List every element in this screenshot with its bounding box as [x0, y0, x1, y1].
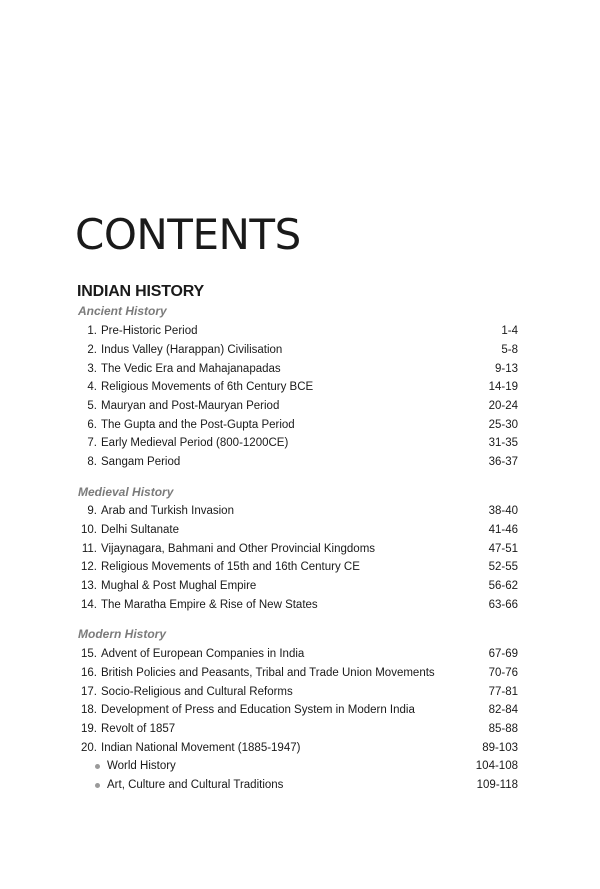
entry-title: Sangam Period: [101, 456, 181, 468]
toc-entry[interactable]: [77, 322, 518, 340]
entry-title: Art, Culture and Cultural Traditions: [107, 779, 284, 791]
entry-pages: 82-84: [488, 704, 518, 716]
toc-entry[interactable]: [77, 397, 518, 415]
entry-pages: 89-103: [482, 742, 518, 754]
entry-pages: 1-4: [501, 325, 518, 337]
entry-number: 11.: [81, 543, 97, 555]
entry-number: 8.: [87, 456, 97, 468]
bullet-icon: [95, 764, 100, 769]
toc-entry-bullet[interactable]: [95, 776, 518, 794]
entry-pages: 5-8: [501, 344, 518, 356]
entry-pages: 63-66: [488, 599, 518, 611]
entry-pages: 38-40: [488, 505, 518, 517]
entry-pages: 67-69: [488, 648, 518, 660]
entry-title: Delhi Sultanate: [101, 524, 179, 536]
entry-title: Vijaynagara, Bahmani and Other Provincial Kingdoms: [101, 543, 376, 555]
entry-title: Arab and Turkish Invasion: [101, 505, 234, 517]
entry-pages: 70-76: [488, 667, 518, 679]
toc-entry[interactable]: [77, 502, 518, 520]
entry-pages: 77-81: [488, 686, 518, 698]
toc-entry[interactable]: [77, 577, 518, 595]
toc-entry[interactable]: [77, 540, 518, 558]
entry-number: 20.: [81, 742, 97, 754]
entry-number: 16.: [81, 667, 97, 679]
toc-entry[interactable]: [77, 558, 518, 576]
entry-title: Mauryan and Post-Mauryan Period: [101, 400, 280, 412]
toc-entry[interactable]: [77, 434, 518, 452]
entry-number: 10.: [81, 524, 97, 536]
toc-entry[interactable]: [77, 683, 518, 701]
entry-number: 7.: [87, 437, 97, 449]
entry-title: Advent of European Companies in India: [101, 648, 305, 660]
entry-number: 12.: [81, 561, 97, 573]
entry-title: Early Medieval Period (800-1200CE): [101, 437, 289, 449]
subheading-medieval-history: Medieval History: [78, 485, 174, 499]
entry-pages: 9-13: [494, 363, 518, 375]
toc-entry[interactable]: [77, 521, 518, 539]
toc-entry[interactable]: [77, 378, 518, 396]
toc-entry[interactable]: [77, 596, 518, 614]
entry-title: British Policies and Peasants, Tribal and Trade Union Movements: [101, 667, 435, 679]
entry-pages: 25-30: [488, 419, 518, 431]
toc-entry[interactable]: [77, 645, 518, 663]
toc-entry[interactable]: [77, 739, 518, 757]
toc-entry[interactable]: [77, 701, 518, 719]
entry-pages: 52-55: [488, 561, 518, 573]
entry-title: Pre-Historic Period: [101, 325, 198, 337]
entry-pages: 41-46: [488, 524, 518, 536]
entry-pages: 104-108: [475, 760, 518, 772]
toc-entry-bullet[interactable]: [95, 757, 518, 775]
entry-number: 6.: [87, 419, 97, 431]
entry-title: The Vedic Era and Mahajanapadas: [101, 363, 281, 375]
entry-number: 18.: [81, 704, 97, 716]
entry-number: 19.: [81, 723, 97, 735]
entry-number: 13.: [81, 580, 97, 592]
entry-title: Indian National Movement (1885-1947): [101, 742, 301, 754]
toc-entry[interactable]: [77, 341, 518, 359]
entry-pages: 14-19: [488, 381, 518, 393]
entry-pages: 56-62: [488, 580, 518, 592]
subheading-modern-history: Modern History: [78, 627, 167, 641]
toc-entry[interactable]: [77, 416, 518, 434]
entry-pages: 47-51: [488, 543, 518, 555]
entry-number: 3.: [87, 363, 97, 375]
toc-entry[interactable]: [77, 453, 518, 471]
page-title: CONTENTS: [75, 210, 301, 259]
entry-title: The Gupta and the Post-Gupta Period: [101, 419, 295, 431]
entry-title: Development of Press and Education System in Modern India: [101, 704, 415, 716]
entry-pages: 109-118: [476, 779, 518, 791]
entry-title: Mughal & Post Mughal Empire: [101, 580, 257, 592]
entry-pages: 36-37: [488, 456, 518, 468]
entry-number: 1.: [87, 325, 97, 337]
toc-entry[interactable]: [77, 720, 518, 738]
entry-pages: 20-24: [488, 400, 518, 412]
bullet-icon: [95, 783, 100, 788]
entry-title: Religious Movements of 15th and 16th Century CE: [101, 561, 360, 573]
entry-number: 2.: [87, 344, 97, 356]
entry-number: 14.: [81, 599, 97, 611]
section-title: INDIAN HISTORY: [77, 283, 204, 300]
entry-pages: 31-35: [488, 437, 518, 449]
entry-number: 9.: [87, 505, 97, 517]
entry-title: World History: [107, 760, 176, 772]
toc-entry[interactable]: [77, 360, 518, 378]
entry-title: The Maratha Empire & Rise of New States: [101, 599, 318, 611]
entry-pages: 85-88: [488, 723, 518, 735]
entry-number: 5.: [87, 400, 97, 412]
entry-title: Indus Valley (Harappan) Civilisation: [101, 344, 283, 356]
subheading-ancient-history: Ancient History: [78, 304, 167, 318]
entry-number: 15.: [81, 648, 97, 660]
entry-title: Religious Movements of 6th Century BCE: [101, 381, 314, 393]
entry-title: Socio-Religious and Cultural Reforms: [101, 686, 293, 698]
entry-number: 17.: [81, 686, 97, 698]
entry-number: 4.: [87, 381, 97, 393]
entry-title: Revolt of 1857: [101, 723, 176, 735]
toc-entry[interactable]: [77, 664, 518, 682]
